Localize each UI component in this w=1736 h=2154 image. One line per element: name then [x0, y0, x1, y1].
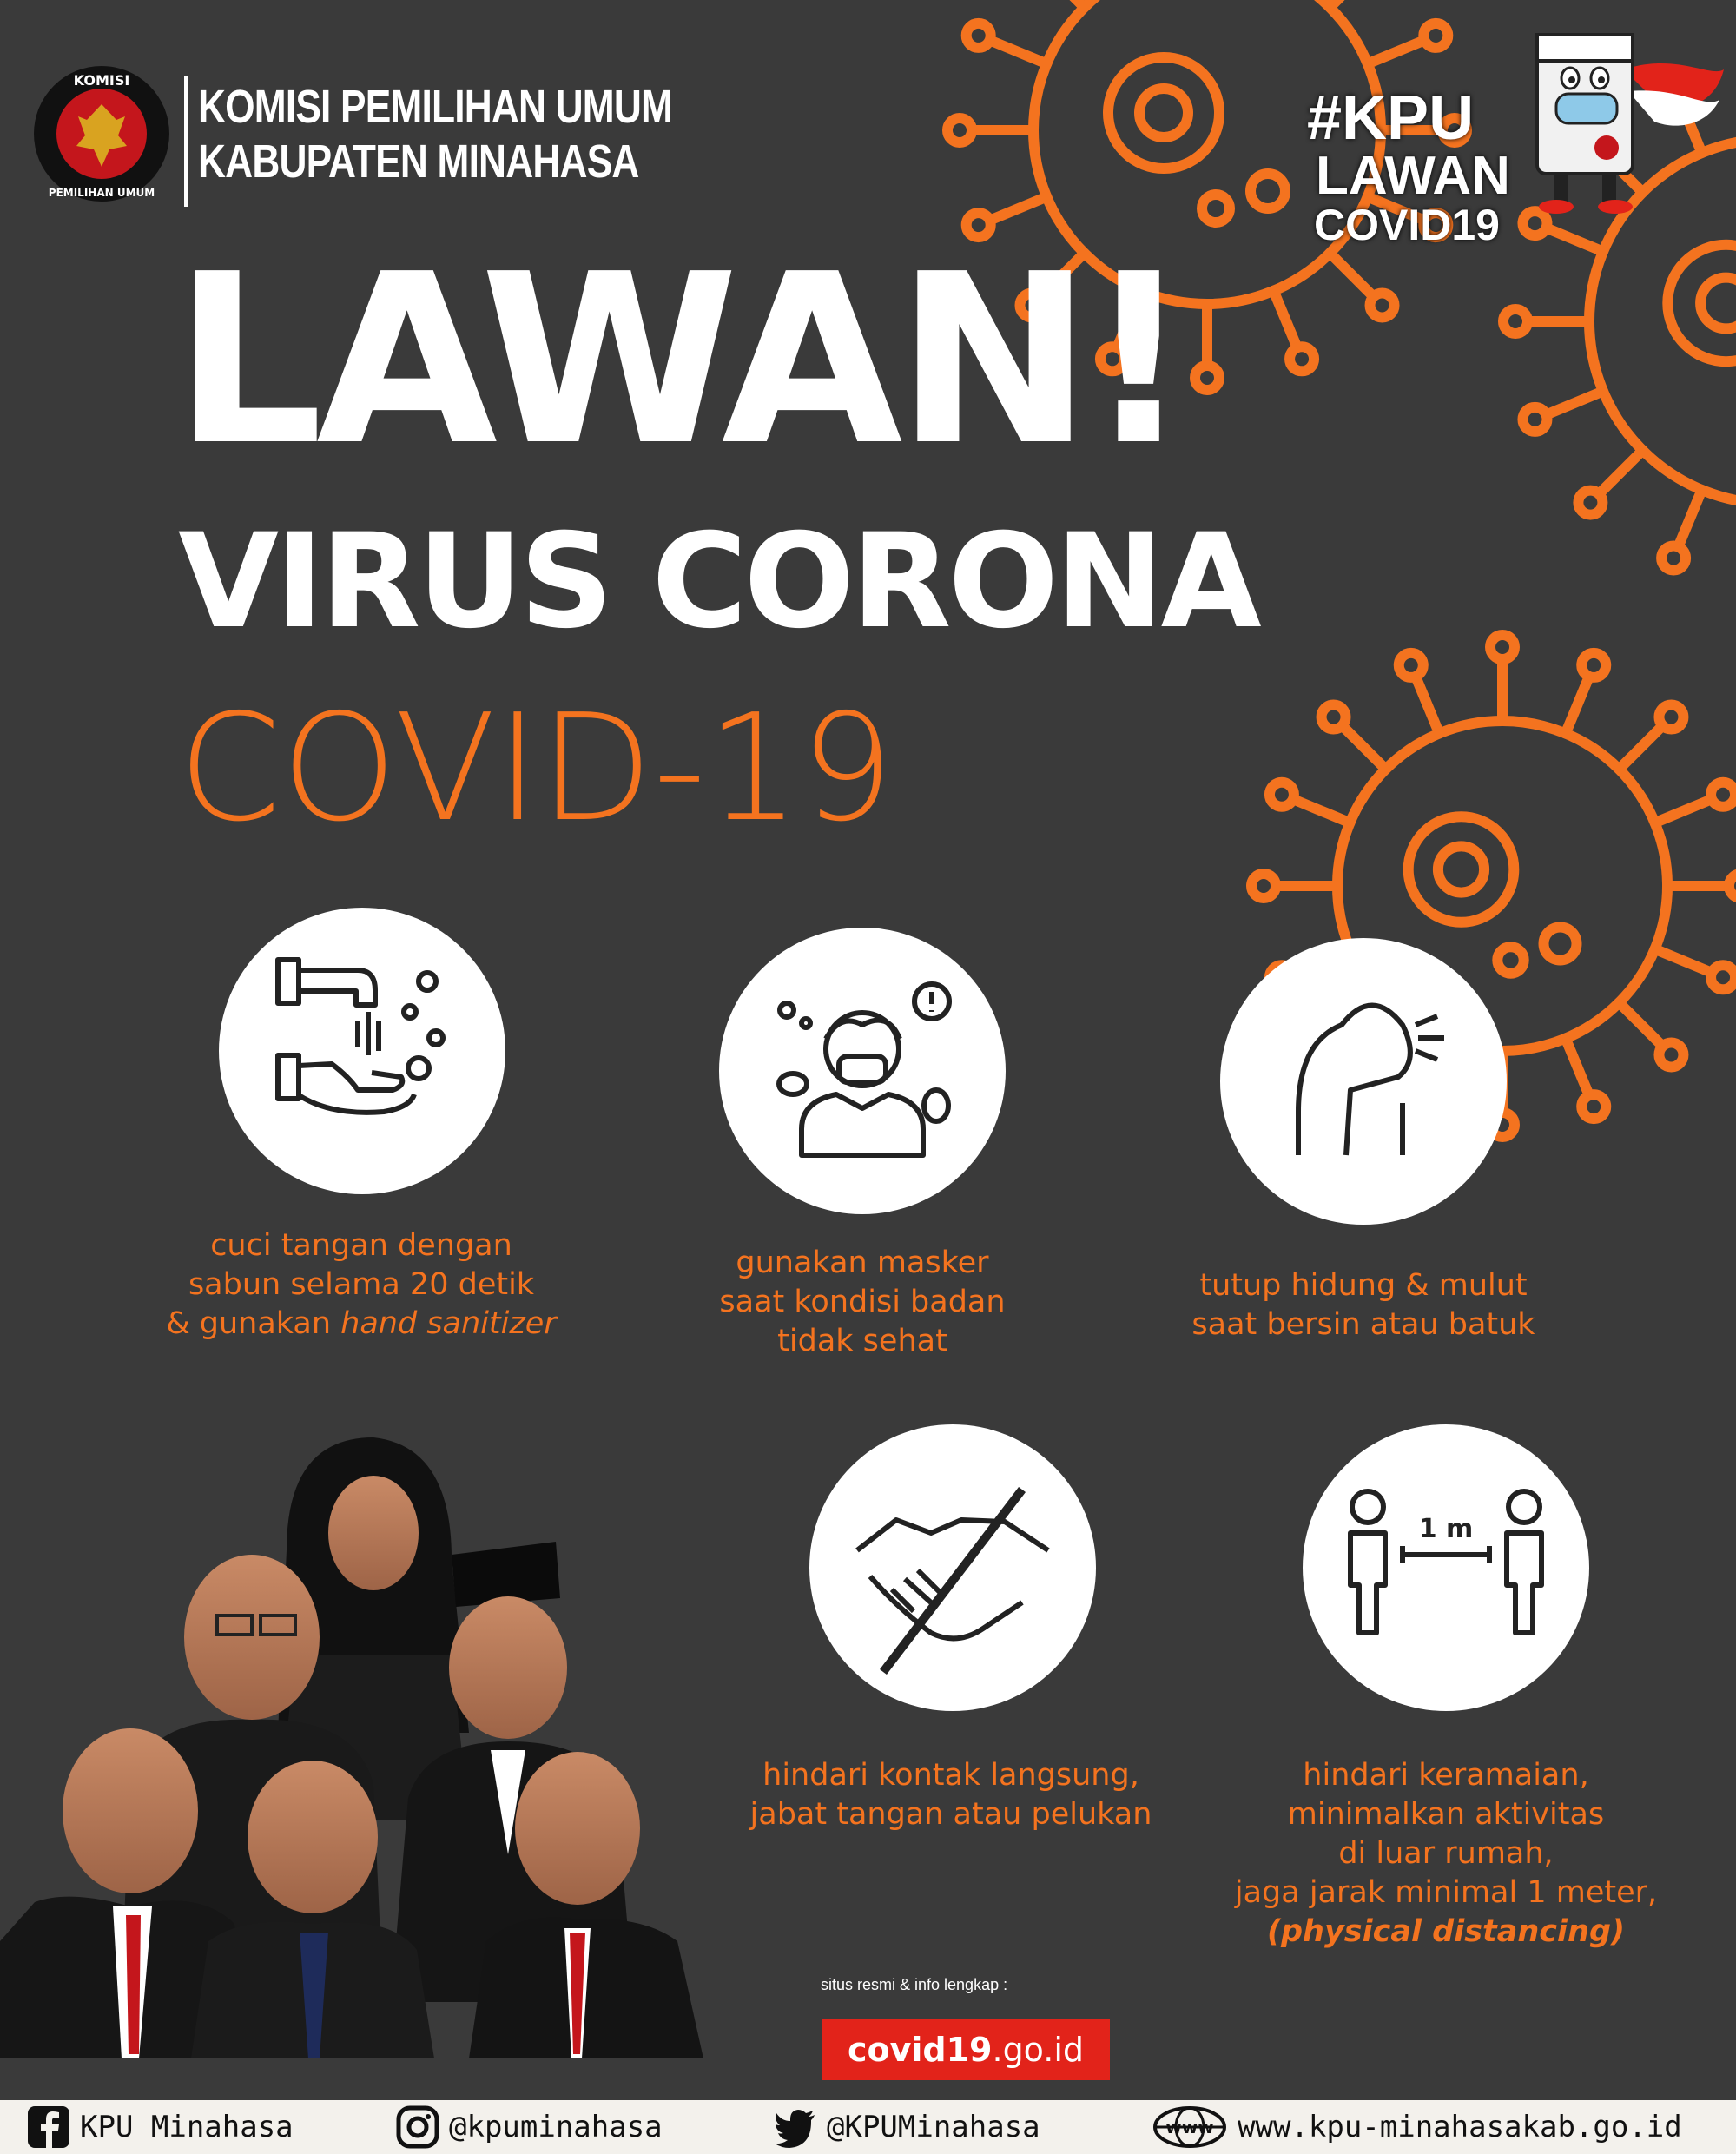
title-sub: VIRUS CORONA [178, 506, 1258, 657]
tip-distance-line5: (physical distancing) [1266, 1914, 1626, 1949]
hashtag-line1: #KPU [1307, 83, 1475, 153]
globe-www-icon [1151, 2104, 1229, 2150]
tip-distance-text [1198, 1756, 1693, 1952]
tip-sneeze-line1: tutup hidung & mulut [1199, 1268, 1528, 1303]
tip-distance-line1: hindari keramaian, [1303, 1758, 1589, 1793]
footer-instagram-link[interactable] [395, 2100, 663, 2154]
org-name-line2: KABUPATEN MINAHASA [198, 135, 639, 188]
hashtag-line2: LAWAN [1316, 146, 1510, 206]
tip-distance-line4: jaga jarak minimal 1 meter, [1234, 1875, 1658, 1910]
twitter-icon [773, 2104, 818, 2150]
tip-handwash-line1: cuci tangan dengan [210, 1228, 512, 1263]
source-site-rest: .go.id [992, 2031, 1085, 2069]
tip-contact-line2: jabat tangan atau pelukan [749, 1797, 1152, 1832]
tip-mask-line1: gunakan masker [736, 1245, 989, 1280]
tip-handwash-line3-prefix: & gunakan [166, 1306, 341, 1341]
tip-mask-line3: tidak sehat [777, 1324, 947, 1358]
footer-bar [0, 2100, 1736, 2154]
hashtag-line3: COVID19 [1314, 201, 1500, 249]
tip-distance-line2: minimalkan aktivitas [1287, 1797, 1605, 1832]
www-icon-text: www [1165, 2117, 1214, 2137]
svg-text:PEMILIHAN UMUM: PEMILIHAN UMUM [48, 187, 155, 199]
sneeze-icon [1220, 938, 1507, 1225]
title-main: LAWAN! [174, 223, 1185, 497]
source-site-bold: covid19 [847, 2031, 993, 2069]
footer-website-link[interactable] [1151, 2100, 1682, 2154]
header-divider [184, 76, 188, 207]
footer-facebook-label: KPU Minahasa [80, 2110, 294, 2144]
facebook-icon [26, 2104, 71, 2150]
title-code: COVID-19 [178, 683, 894, 855]
org-name-line1: KOMISI PEMILIHAN UMUM [198, 81, 673, 133]
footer-twitter-link[interactable] [773, 2100, 1040, 2154]
footer-website-label: www.kpu-minahasakab.go.id [1238, 2110, 1682, 2144]
tip-mask-text [669, 1244, 1056, 1361]
tip-handwash-text [161, 1226, 562, 1344]
tip-mask-line2: saat kondisi badan [719, 1285, 1006, 1319]
officials-group-photo [0, 1368, 764, 2058]
tip-contact-line1: hindari kontak langsung, [762, 1758, 1139, 1793]
footer-twitter-label: @KPUMinahasa [827, 2110, 1040, 2144]
distance-label: 1 m [1418, 1514, 1474, 1544]
svg-text:KOMISI: KOMISI [73, 72, 130, 89]
mask-icon [719, 928, 1006, 1214]
tip-handwash-line3-italic: hand sanitizer [340, 1306, 557, 1341]
tip-contact-text [721, 1756, 1181, 1834]
ballot-box-mascot [1476, 17, 1728, 226]
source-link-button[interactable] [822, 2019, 1110, 2080]
tip-sneeze-text [1155, 1266, 1572, 1345]
footer-facebook-link[interactable] [26, 2100, 294, 2154]
tip-distance-line3: di luar rumah, [1338, 1836, 1554, 1871]
source-caption: situs resmi & info lengkap : [821, 1976, 1008, 1993]
tip-handwash-line2: sabun selama 20 detik [188, 1267, 535, 1302]
tip-handwash-line3 [161, 1305, 562, 1344]
footer-instagram-label: @kpuminahasa [449, 2110, 663, 2144]
tip-sneeze-line2: saat bersin atau batuk [1191, 1307, 1535, 1342]
kpu-logo [33, 59, 170, 208]
handwash-icon [219, 908, 505, 1194]
distance-icon [1303, 1424, 1589, 1711]
instagram-icon [395, 2104, 440, 2150]
no-handshake-icon [809, 1424, 1096, 1711]
